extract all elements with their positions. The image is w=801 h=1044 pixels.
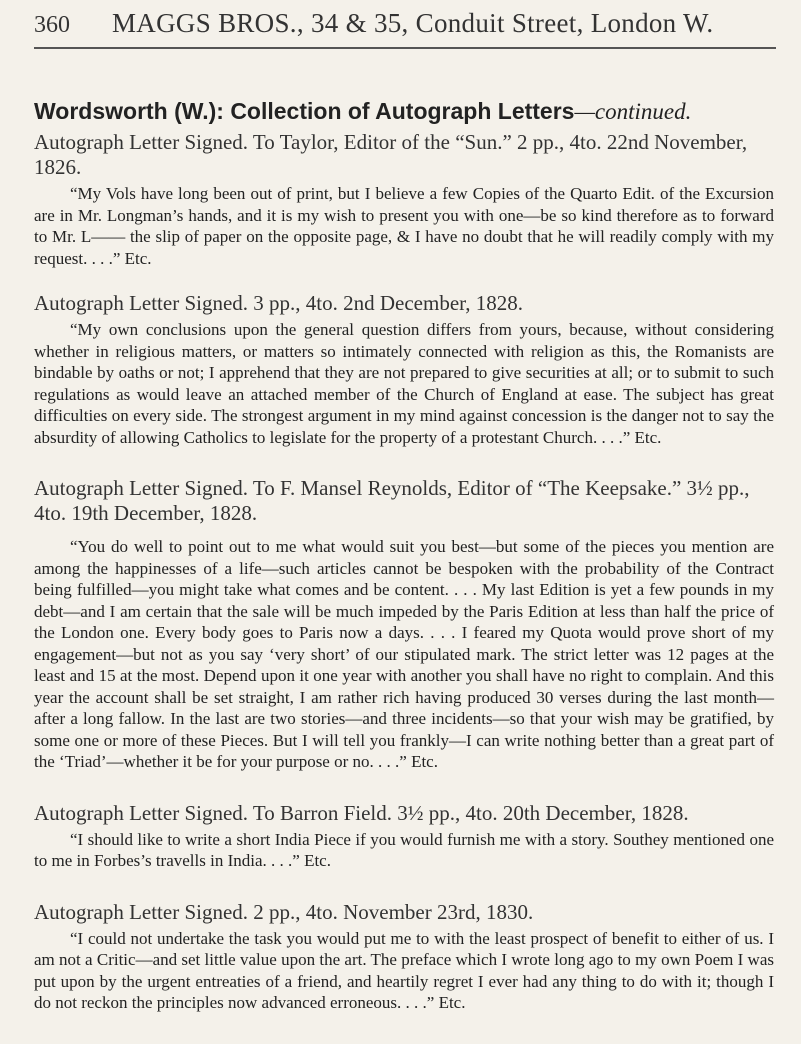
catalogue-entry xyxy=(34,130,774,269)
entry-title: Autograph Letter Signed. To F. Mansel Reynolds, Editor of “The Keepsake.” 3½ pp., 4to. 19th December, 1828. xyxy=(34,476,750,525)
entry-quote: “You do well to point out to me what would suit you best—but some of the pieces you mention are among the happinesses of a life—such articles cannot be bespoken with the probability of the Contract being fulfilled—you might take what comes and be content. . . . My last Edition is yet a few pounds in my debt—and I am certain that the sale will be much impeded by the Paris Edition at less than half the price of the London one. Every body goes to Paris now a days. . . . I feared my Quota would prove short of my engagement—but not as you say ‘very short’ of our stipulated mark. The strict letter was 12 pages at the least and 15 at the most. Depend upon it one year with another you shall have no right to complain. And this year the account shall be set straight, I am rather rich having produced 30 verses during the last month—after a long fallow. In the last are two stories—and three incidents—so that your wish may be gratified, by some one or more of these Pieces. But I will tell you frankly—I can write nothing better than a great part of the ‘Triad’—whether it be for your purpose or no. . . .” Etc. xyxy=(34,537,774,771)
continued-label: —continued. xyxy=(574,99,692,124)
entry-title: Autograph Letter Signed. 3 pp., 4to. 2nd December, 1828. xyxy=(34,291,524,315)
header-rule xyxy=(34,47,776,49)
entries-list xyxy=(34,130,774,1014)
entry-quote: “My Vols have long been out of print, but I believe a few Copies of the Quarto Edit. of the Excursion are in Mr. Longman’s hands, and it is my wish to present you with one—be so kind therefore as to forward to Mr. L—— the slip of paper on the opposite page, & I have no doubt that he will readily comply with my request. . . .” Etc. xyxy=(34,184,774,268)
section-heading xyxy=(34,98,774,125)
entry-quote: “My own conclusions upon the general question differs from yours, because, without considering whether in religious matters, or matters so intimately connected with religion as this, the Romanists are bindable by oaths or not; I apprehend that they are not prepared to give securities at all; or to submit to such regulations as would leave an attached member of the Church of England at ease. The subject has great difficulties on every side. The strongest argument in my mind against concession is the danger not to say the absurdity of allowing Catholics to legislate for the property of a protestant Church. . . .” Etc. xyxy=(34,320,774,447)
entry-quote: “I should like to write a short India Piece if you would furnish me with a story. Southey mentioned one to me in Forbes’s travells in India. . . .” Etc. xyxy=(34,829,774,870)
running-title: MAGGS BROS., 34 & 35, Conduit Street, London W. xyxy=(112,8,714,38)
entry-title: Autograph Letter Signed. To Taylor, Editor of the “Sun.” 2 pp., 4to. 22nd November, 1826. xyxy=(34,130,748,179)
page-number: 360 xyxy=(34,12,70,38)
catalogue-entry xyxy=(34,291,774,448)
catalogue-entry xyxy=(34,801,774,872)
entry-quote: “I could not undertake the task you would put me to with the least prospect of benefit to either of us. I am not a Critic—and set little value upon the art. The preface which I wrote long ago to my own Poem I was put upon by the urgent entreaties of a friend, and heartily regret I ever had any thing to do with it; though I do not reckon the principles now advanced erroneous. . . .” Etc. xyxy=(34,928,774,1012)
section-heading-text: Wordsworth (W.): Collection of Autograph Letters xyxy=(34,98,575,124)
page-header xyxy=(34,8,774,39)
entry-title: Autograph Letter Signed. 2 pp., 4to. November 23rd, 1830. xyxy=(34,899,534,924)
catalogue-entry xyxy=(34,476,774,773)
catalogue-entry xyxy=(34,900,774,1014)
entry-title: Autograph Letter Signed. To Barron Field. 3½ pp., 4to. 20th December, 1828. xyxy=(34,800,689,825)
